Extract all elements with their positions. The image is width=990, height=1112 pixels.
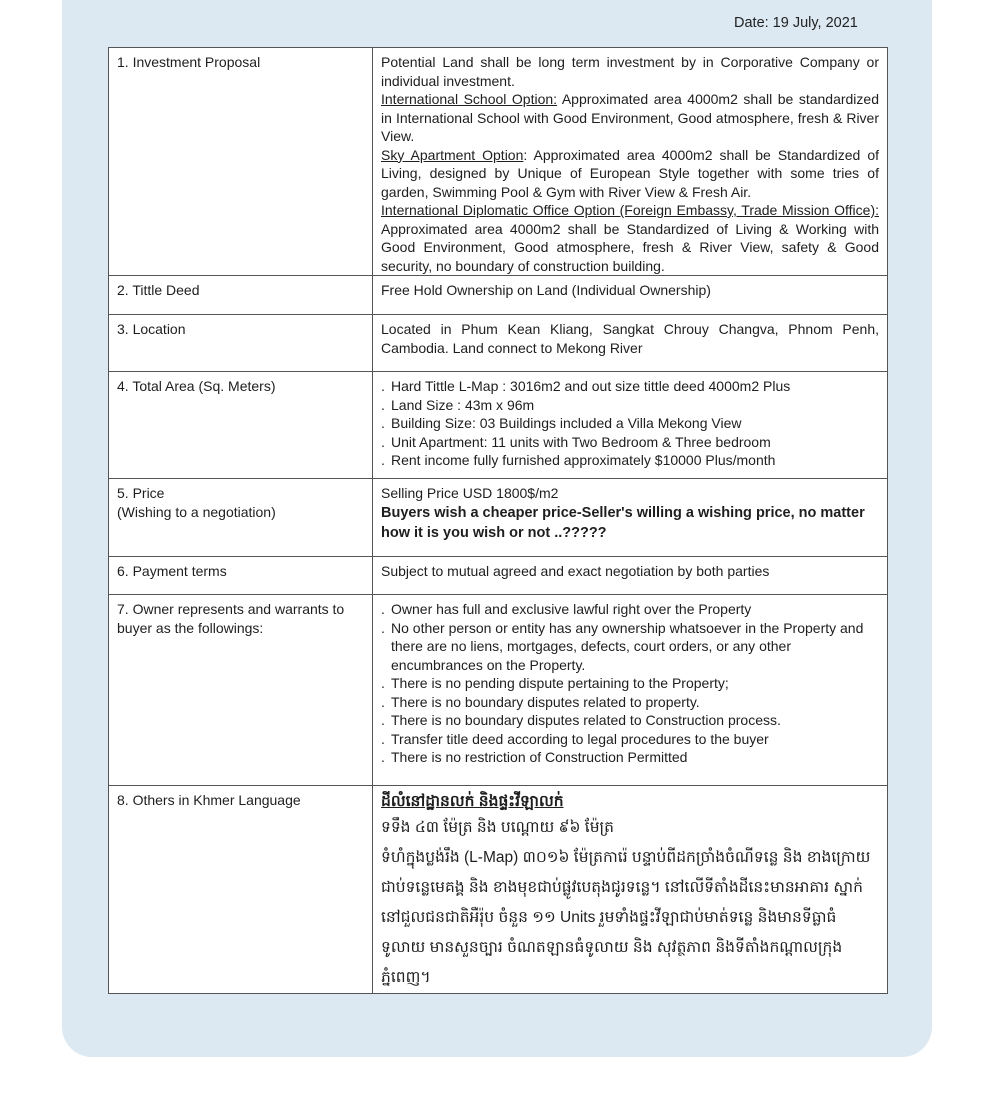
row-value	[373, 372, 888, 479]
document-date: Date: 19 July, 2021	[734, 15, 858, 31]
khmer-line: ទទឹង ៤៣ ម៉ែត្រ និង បណ្ដោយ ៩៦ ម៉ែត្រ	[381, 819, 614, 836]
list-item: . No other person or entity has any ownership whatsoever in the Property and there are no liens, mortgages, defects, court orders, or any other encumbrances on the Property.	[381, 619, 879, 675]
option-title: International School Option:	[381, 91, 558, 107]
row-value: Free Hold Ownership on Land (Individual Ownership)	[373, 276, 888, 315]
table-row-investment-proposal	[109, 48, 888, 276]
row-label: 1. Investment Proposal	[109, 48, 373, 276]
list-item: . Transfer title deed according to legal procedures to the buyer	[381, 730, 879, 749]
selling-price: Selling Price USD 1800$/m2	[381, 485, 559, 501]
option-title: International Diplomatic Office Option (Foreign Embassy, Trade Mission Office):	[381, 202, 879, 218]
table-row-title-deed	[109, 276, 888, 315]
table-row-owner-warranties	[109, 595, 888, 786]
row-label: 6. Payment terms	[109, 557, 373, 595]
list-item: . Owner has full and exclusive lawful right over the Property	[381, 600, 879, 619]
row-value	[373, 786, 888, 994]
option-text: Approximated area 4000m2 shall be standardized in International School with Good Environment, Good atmosphere, fresh & River View.	[381, 91, 879, 144]
list-item: . There is no boundary disputes related to property.	[381, 693, 879, 712]
list-item: . Rent income fully furnished approximately $10000 Plus/month	[381, 451, 879, 470]
table-row-price	[109, 479, 888, 557]
list-item: . There is no restriction of Construction Permitted	[381, 748, 879, 767]
option-text: : Approximated area 4000m2 shall be Standardized of Living, designed by Unique of European Style together with some tries of garden, Swimming Pool & Gym with River View & Fresh Air.	[381, 146, 879, 200]
table-row-khmer	[109, 786, 888, 994]
khmer-title: ដីលំនៅដ្ឋានលក់ និងផ្ទះវីឡាលក់	[381, 793, 564, 810]
list-item: . There is no boundary disputes related to Construction process.	[381, 711, 879, 730]
row-label: 8. Others in Khmer Language	[109, 786, 373, 994]
row-label: 7. Owner represents and warrants to buyer as the followings:	[109, 595, 373, 786]
row-label	[109, 479, 373, 557]
proposal-table	[108, 47, 888, 994]
price-sublabel: (Wishing to a negotiation)	[117, 503, 276, 520]
row-value	[373, 595, 888, 786]
row-value	[373, 48, 888, 276]
investment-intro: Potential Land shall be long term investment by in Corporative Company or individual investment.	[381, 54, 879, 89]
option-international-school	[381, 90, 879, 146]
khmer-line: ទំហំក្នុងប្លង់រឹង (L-Map) ៣០១៦ ម៉ែត្រការ៉េ បន្ទាប់ពីដកច្រាំងចំណីទន្លេ និង ខាងក្រោយជាប់ទន្លេមេគង្គ និង ខាងមុខជាប់ផ្លូវបេតុងជូរទន្លេ។ នៅលើទីតាំងដីនេះមានអាគារ ស្នាក់នៅជួលជនជាតិអឺរ៉ុប ចំនួន ១១ Units រួមទាំងផ្ទះវីឡាជាប់មាត់ទន្លេ និងមានទីធ្លាធំទូលាយ មានសួនច្បារ ចំណតឡានធំទូលាយ និង សុវត្ថភាព និងទីតាំងកណ្ដាលក្រុងភ្នំពេញ។	[381, 849, 871, 986]
table-row-location	[109, 315, 888, 372]
list-item: . Land Size : 43m x 96m	[381, 396, 879, 415]
table-row-total-area	[109, 372, 888, 479]
row-value: Subject to mutual agreed and exact negotiation by both parties	[373, 557, 888, 595]
list-item: . Unit Apartment: 11 units with Two Bedroom & Three bedroom	[381, 433, 879, 452]
row-value	[373, 479, 888, 557]
area-list	[381, 377, 879, 470]
row-label: 3. Location	[109, 315, 373, 372]
price-emphasis: Buyers wish a cheaper price-Seller's willing a wishing price, no matter how it is you wish or not ..?????	[381, 504, 865, 541]
row-label: 4. Total Area (Sq. Meters)	[109, 372, 373, 479]
list-item: . Building Size: 03 Buildings included a Villa Mekong View	[381, 414, 879, 433]
row-value: Located in Phum Kean Kliang, Sangkat Chrouy Changva, Phnom Penh, Cambodia. Land connect to Mekong River	[373, 315, 888, 372]
table-row-payment-terms	[109, 557, 888, 595]
option-diplomatic-office	[381, 201, 879, 275]
price-label: 5. Price	[117, 485, 165, 501]
row-label: 2. Tittle Deed	[109, 276, 373, 315]
list-item: . There is no pending dispute pertaining to the Property;	[381, 674, 879, 693]
warranty-list	[381, 600, 879, 767]
option-text: Approximated area 4000m2 shall be Standardized of Living & Working with Good Environment, Good atmosphere, fresh & River View, safety & Good security, no boundary of construction building.	[381, 220, 879, 274]
option-sky-apartment	[381, 146, 879, 202]
list-item: . Hard Tittle L-Map : 3016m2 and out size tittle deed 4000m2 Plus	[381, 377, 879, 396]
option-title: Sky Apartment Option	[381, 146, 524, 163]
